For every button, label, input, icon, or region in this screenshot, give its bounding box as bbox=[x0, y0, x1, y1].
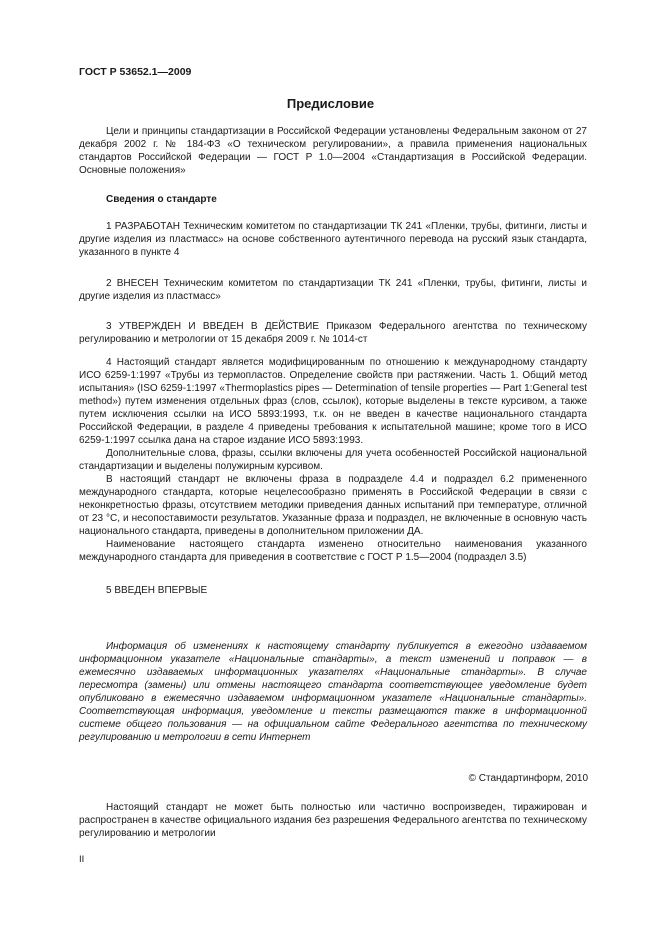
section-heading: Сведения о стандарте bbox=[106, 194, 217, 205]
item-3 bbox=[79, 320, 587, 346]
page-number: II bbox=[79, 854, 85, 865]
copyright-line: © Стандартинформ, 2010 bbox=[468, 773, 588, 784]
item-5-text: 5 ВВЕДЕН ВПЕРВЫЕ bbox=[106, 585, 208, 596]
item-4 bbox=[79, 356, 587, 564]
change-notice-text: Информация об изменениях к настоящему стандарту публикуется в ежегодно издаваемом информационном указателе «Национальные стандарты», а текст изменений и поправок — в ежемесячно издаваемых информационных указателях «Национальные стандарты». В случае пересмотра (замены) или отмены настоящего стандарта соответствующее уведомление будет опубликовано в ежемесячно издаваемом информационном указателе «Национальные стандарты». Соответствующая информация, уведомление и тексты размещаются также в информационной системе общего пользования — на официальном сайте Федерального агентства по техническому регулированию и метрологии в сети Интернет bbox=[79, 641, 587, 743]
item-2 bbox=[79, 277, 587, 303]
item-4-paragraph-3: В настоящий стандарт не включены фраза в подразделе 4.4 и подраздел 6.2 примененного международного стандарта, которые нецелесообразно применять в Российской Федерации в связи с неконкретностью фразы, отсутствием методики приведения данных испытаний при температуре, отличной от 23 °С, и несопоставимости результатов. Указанные фраза и подраздел, не включенные в основную часть национального стандарта, приведены в дополнительном приложении ДА. bbox=[79, 474, 587, 537]
intro-paragraph bbox=[79, 125, 587, 177]
change-notice bbox=[79, 640, 587, 744]
intro-text: Цели и принципы стандартизации в Российской Федерации установлены Федеральным законом от 27 декабря 2002 г. № 184-ФЗ «О техническом регулировании», а правила применения национальных стандартов Российской Федерации — ГОСТ Р 1.0—2004 «Стандартизация в Российской Федерации. Основные положения» bbox=[79, 126, 587, 176]
item-3-text: 3 УТВЕРЖДЕН И ВВЕДЕН В ДЕЙСТВИЕ Приказом Федерального агентства по техническому регулированию и метрологии от 15 декабря 2009 г. № 1014-ст bbox=[79, 321, 587, 345]
item-5 bbox=[79, 584, 587, 597]
item-4-paragraph-1: 4 Настоящий стандарт является модифицированным по отношению к международному стандарту ИСО 6259-1:1997 «Трубы из термопластов. Определение свойств при растяжении. Часть 1. Общий метод испытания» (ISO 6259-1:1997 «Thermoplastics pipes — Determination of tensile properties — Part 1:General test method») путем изменения отдельных фраз (слов, ссылок), которые выделены в тексте курсивом, а также путем исключения ссылки на ИСО 5893:1993, т.к. он не введен в качестве национального стандарта Российской Федерации, в разделе 4 приведены требования к испытательной машине; кроме того в ИСО 6259-1:1997 ссылка дана на старое издание ИСО 5893:1993. bbox=[79, 357, 587, 446]
document-code: ГОСТ Р 53652.1—2009 bbox=[79, 66, 192, 78]
reproduction-restriction bbox=[79, 801, 587, 840]
item-2-text: 2 ВНЕСЕН Техническим комитетом по стандартизации ТК 241 «Пленки, трубы, фитинги, листы и другие изделия из пластмасс» bbox=[79, 278, 587, 302]
item-4-paragraph-2: Дополнительные слова, фразы, ссылки включены для учета особенностей Российской национальной стандартизации и выделены полужирным курсивом. bbox=[79, 448, 587, 472]
item-4-paragraph-4: Наименование настоящего стандарта изменено относительно наименования указанного международного стандарта для приведения в соответствие с ГОСТ Р 1.5—2004 (подраздел 3.5) bbox=[79, 539, 587, 563]
item-1 bbox=[79, 220, 587, 259]
page-title: Предисловие bbox=[286, 96, 375, 111]
item-1-text: 1 РАЗРАБОТАН Техническим комитетом по стандартизации ТК 241 «Пленки, трубы, фитинги, листы и другие изделия из пластмасс» на основе собственного аутентичного перевода на русский язык стандарта, указанного в пункте 4 bbox=[79, 221, 587, 258]
restriction-text: Настоящий стандарт не может быть полностью или частично воспроизведен, тиражирован и распространен в качестве официального издания без разрешения Федерального агентства по техническому регулированию и метрологии bbox=[79, 802, 587, 839]
